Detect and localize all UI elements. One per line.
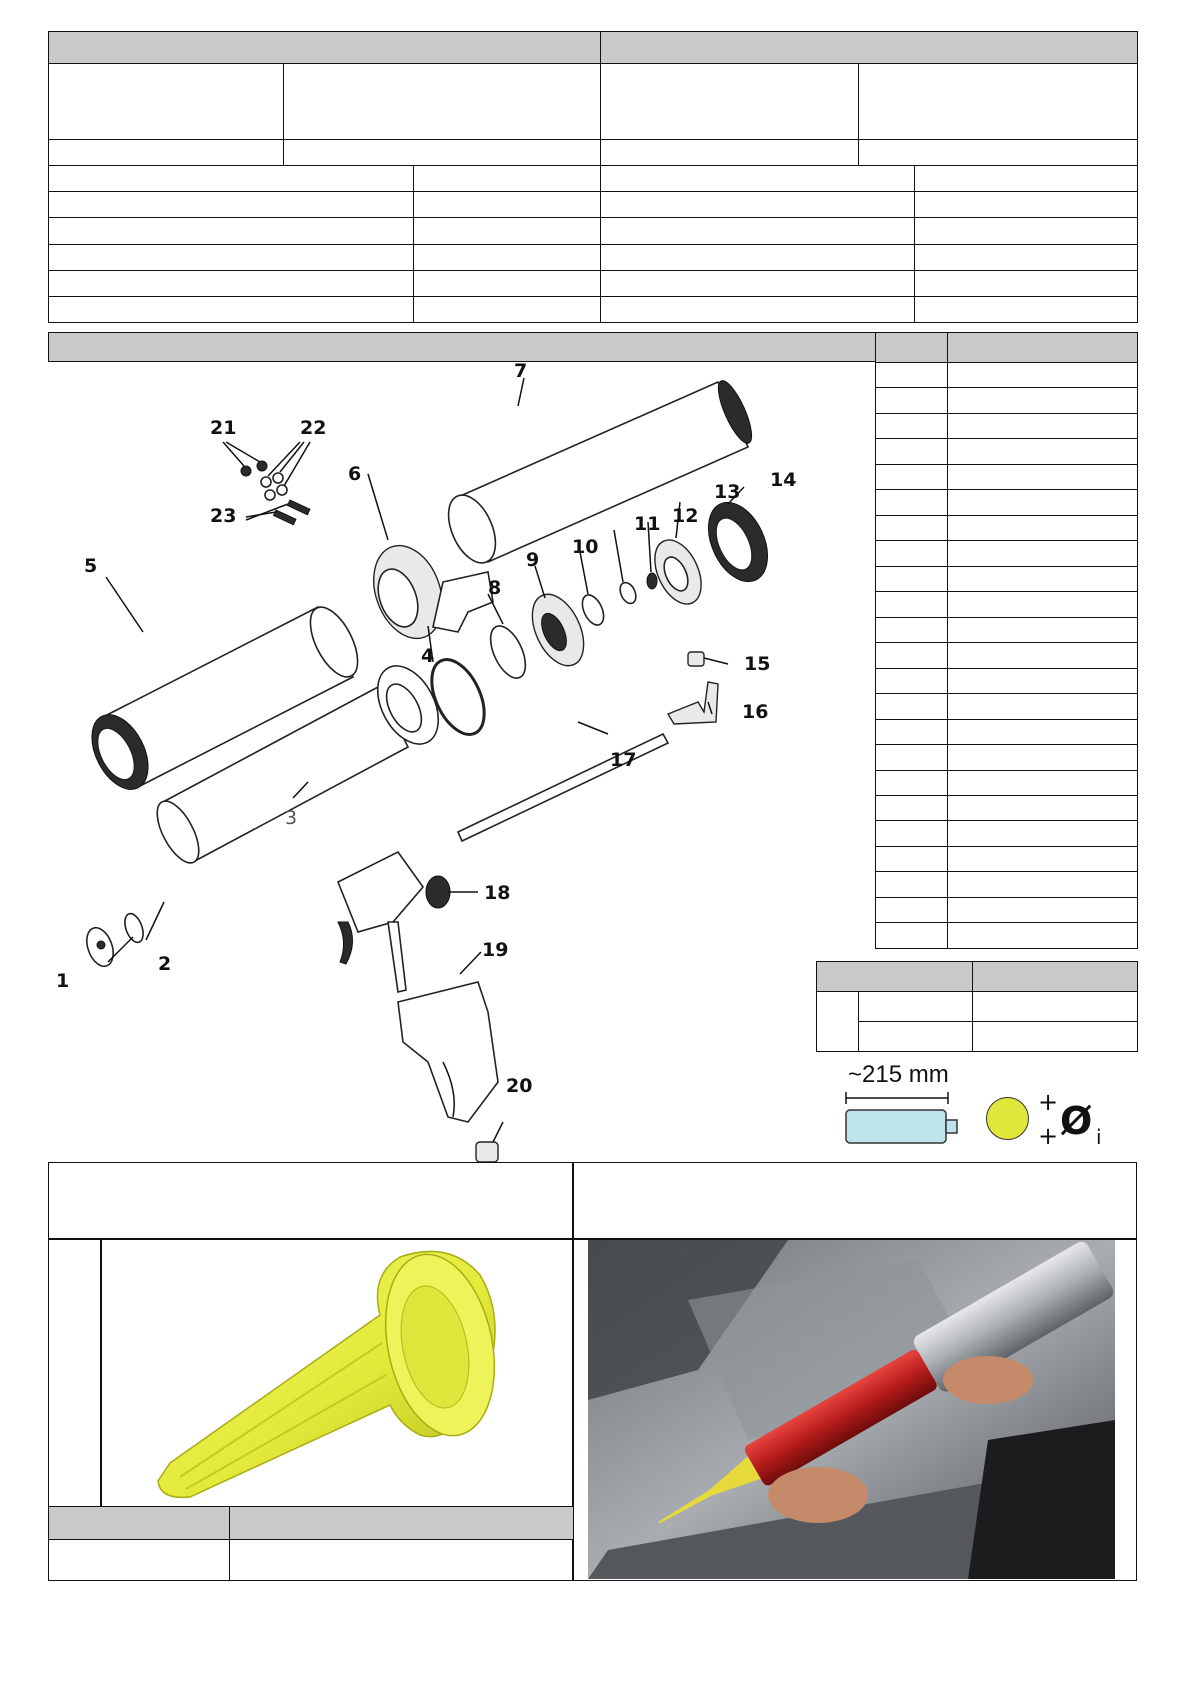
callout-20: 20 [506,1075,533,1097]
spec-row-cell [49,270,414,296]
callout-16: 16 [742,701,769,723]
nozzle-header-right [230,1507,574,1540]
parts-row [876,592,1138,617]
part-2-ring [121,911,146,945]
callout-18: 18 [484,882,511,904]
parts-row [876,846,1138,871]
part-18-valve-body [338,852,450,992]
callout-23: 23 [210,505,237,527]
parts-row [876,363,1138,388]
accessory-table [816,961,1137,1052]
parts-row [876,668,1138,693]
part-13-cap [646,533,711,612]
parts-row [876,719,1138,744]
spec-cell [284,139,601,165]
spec-cell [601,139,859,165]
nozzle-label-column [100,1238,102,1506]
callout-22: 22 [300,417,327,439]
part-19-handle [398,982,498,1122]
spec-cell [601,63,859,139]
parts-header-pos [876,333,948,363]
part-11-washer [617,580,639,606]
exploded-parts-diagram [48,362,818,1162]
parts-row [876,617,1138,642]
spec-table [48,31,1137,323]
parts-row [876,795,1138,820]
parts-row [876,541,1138,566]
spec-header-right [601,32,1138,64]
length-label: ~215 mm [848,1061,949,1088]
parts-row [876,464,1138,489]
spec-header-left [49,32,601,64]
part-16-elbow [668,682,718,724]
callout-13: 13 [714,481,741,503]
callout-9: 9 [526,549,540,571]
svg-text:+: + [1038,1088,1059,1116]
part-8-ring [483,621,532,684]
parts-row [876,388,1138,413]
spec-cell [859,63,1138,139]
spec-row-cell [49,296,414,322]
callout-7: 7 [514,362,528,382]
application-photo [588,1240,1115,1579]
part-12-nut [647,573,657,589]
inner-diameter-icon [1034,1088,1114,1148]
parts-row [876,821,1138,846]
spec-row-cell [49,192,414,218]
parts-row [876,515,1138,540]
parts-row [876,872,1138,897]
accessory-header-left [817,962,973,992]
callout-6: 6 [348,463,362,485]
part-20-fitting [476,1142,498,1162]
nozzle-image [150,1245,560,1500]
parts-list-table [875,332,1137,949]
callout-17: 17 [610,749,637,771]
cartridge-length-icon [842,1058,972,1148]
nozzle-info-table [48,1506,573,1581]
callout-14: 14 [770,469,797,491]
parts-row [876,770,1138,795]
parts-header-desc [948,333,1138,363]
parts-row [876,439,1138,464]
parts-row [876,643,1138,668]
callout-4: 4 [421,645,435,667]
callout-3: 3 [285,807,298,829]
spec-cell [49,63,284,139]
spec-row-cell [49,244,414,270]
callout-5: 5 [84,555,98,577]
part-17-air-tube [458,734,668,841]
callout-2: 2 [158,953,172,975]
parts-21-22-23-screws [241,461,310,525]
callout-10: 10 [572,536,599,558]
parts-row [876,566,1138,591]
callout-15: 15 [744,653,771,675]
svg-text:+: + [1038,1122,1059,1148]
exploded-view-frame [48,332,876,362]
parts-row [876,413,1138,438]
part-1-disc [82,924,118,970]
callout-19: 19 [482,939,509,961]
parts-row [876,745,1138,770]
part-15-fitting [688,652,704,666]
callout-8: 8 [488,577,502,599]
spec-cell [859,139,1138,165]
parts-row [876,490,1138,515]
part-14-knurled-nut [697,493,780,591]
color-swatch-icon [986,1097,1029,1140]
svg-text:Ø: Ø [1060,1099,1093,1143]
spec-cell [284,63,601,139]
accessory-header-right [973,962,1138,992]
spec-row-cell [49,166,414,192]
callout-11: 11 [634,513,661,535]
svg-text:i: i [1096,1125,1102,1148]
parts-row [876,694,1138,719]
parts-row [876,897,1138,922]
spec-cell [49,139,284,165]
callout-21: 21 [210,417,237,439]
callout-12: 12 [672,505,699,527]
nozzle-header-left [49,1507,230,1540]
spec-row-cell [49,218,414,244]
parts-row [876,923,1138,949]
part-10-ring [578,592,608,629]
callout-1: 1 [56,970,70,992]
